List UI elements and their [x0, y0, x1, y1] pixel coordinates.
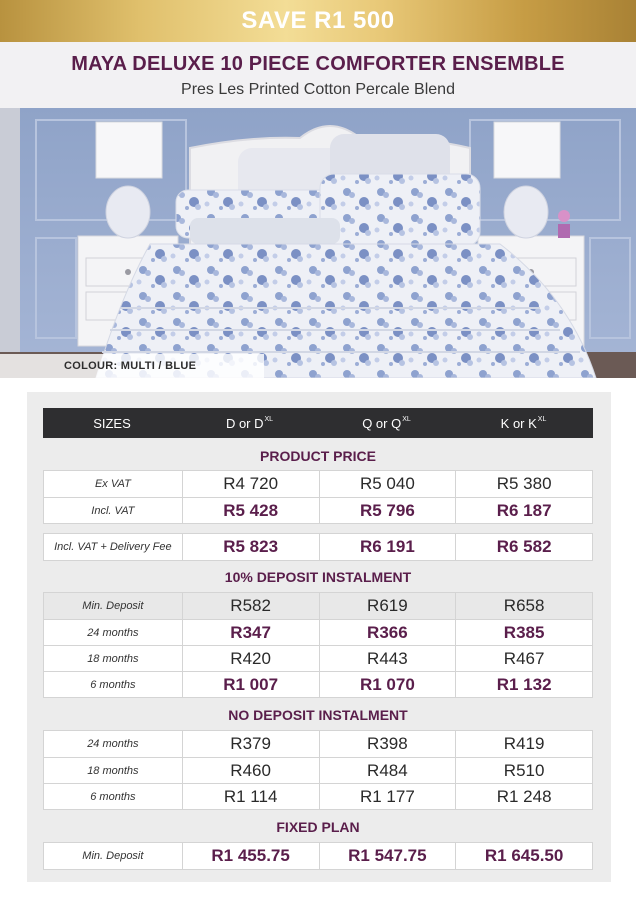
row-label: Ex VAT: [94, 478, 131, 490]
price-value: R398: [319, 731, 456, 757]
price-value: R379: [182, 731, 319, 757]
delivery-price-table: [43, 533, 593, 561]
size-header-double-sup: XL: [264, 415, 274, 423]
price-value: R1 455.75: [182, 843, 319, 869]
table-row: [44, 671, 592, 697]
price-value: R1 132: [455, 672, 592, 697]
row-label: 6 months: [90, 790, 136, 803]
product-subtitle: Pres Les Printed Cotton Percale Blend: [181, 81, 455, 98]
price-value: R443: [319, 646, 456, 671]
size-header-king-sup: XL: [537, 415, 547, 423]
table-row: [44, 757, 592, 783]
product-price-table: [43, 470, 593, 524]
price-value: R460: [182, 758, 319, 783]
deposit-instalment-title: 10% DEPOSIT INSTALMENT: [224, 569, 412, 585]
price-value: R1 177: [319, 784, 456, 809]
no-deposit-instalment-table: [43, 730, 593, 810]
price-value: R5 823: [182, 534, 319, 560]
table-row: [44, 843, 592, 869]
price-value: R5 040: [319, 471, 456, 497]
row-label: Min. Deposit: [82, 850, 144, 862]
price-value: R582: [182, 593, 319, 619]
product-price-title: PRODUCT PRICE: [260, 448, 376, 464]
row-label: 24 months: [87, 738, 139, 750]
row-label: 18 months: [87, 764, 139, 777]
table-row: [44, 619, 592, 645]
price-value: R619: [319, 593, 456, 619]
price-value: R1 070: [319, 672, 456, 697]
fixed-plan-table: [43, 842, 593, 870]
price-value: R347: [182, 620, 319, 645]
table-row: [44, 783, 592, 809]
no-deposit-instalment-title: NO DEPOSIT INSTALMENT: [228, 707, 408, 723]
table-row: [44, 534, 592, 560]
price-value: R510: [455, 758, 592, 783]
price-value: R658: [455, 593, 592, 619]
row-label: Min. Deposit: [44, 593, 182, 619]
table-row: [44, 731, 592, 757]
row-label: 6 months: [90, 678, 136, 691]
size-header-queen-base: Q or Q: [362, 415, 402, 431]
price-value: R1 248: [455, 784, 592, 809]
size-header-queen: [318, 408, 455, 438]
colour-label: COLOUR: MULTI / BLUE: [0, 354, 264, 378]
sizes-header-row: [43, 408, 593, 438]
fixed-plan-title: FIXED PLAN: [276, 819, 360, 835]
price-value: R484: [319, 758, 456, 783]
save-banner-text: SAVE R1 500: [241, 7, 395, 34]
bedroom-illustration: [0, 108, 636, 378]
price-value: R419: [455, 731, 592, 757]
price-value: R6 582: [455, 534, 592, 560]
price-value: R1 114: [182, 784, 319, 809]
pricing-panel: [27, 392, 611, 882]
table-row: [44, 471, 592, 497]
product-title-block: [0, 42, 636, 108]
deposit-instalment-table: [43, 592, 593, 698]
price-value: R385: [455, 620, 592, 645]
row-label: 24 months: [87, 626, 139, 639]
price-value: R5 796: [319, 498, 456, 523]
price-value: R6 191: [319, 534, 456, 560]
size-header-king-base: K or K: [500, 415, 537, 431]
price-value: R420: [182, 646, 319, 671]
price-value: R5 428: [182, 498, 319, 523]
row-label: Incl. VAT: [91, 504, 135, 517]
table-row: [44, 645, 592, 671]
table-row: [44, 593, 592, 619]
row-label: 18 months: [87, 652, 139, 665]
table-row: [44, 497, 592, 523]
price-value: R1 645.50: [455, 843, 592, 869]
price-value: R1 547.75: [319, 843, 456, 869]
row-label: Incl. VAT + Delivery Fee: [54, 541, 172, 553]
size-header-double: [181, 408, 318, 438]
save-banner: [0, 0, 636, 42]
price-value: R1 007: [182, 672, 319, 697]
price-value: R366: [319, 620, 456, 645]
sizes-header-label: SIZES: [93, 415, 131, 431]
price-value: R4 720: [182, 471, 319, 497]
size-header-queen-sup: XL: [402, 415, 411, 423]
price-value: R5 380: [455, 471, 592, 497]
price-value: R6 187: [455, 498, 592, 523]
size-header-king: [455, 408, 592, 438]
product-image: [0, 108, 636, 378]
product-title: MAYA DELUXE 10 PIECE COMFORTER ENSEMBLE: [71, 53, 565, 75]
price-value: R467: [455, 646, 592, 671]
size-header-double-base: D or D: [225, 415, 264, 431]
